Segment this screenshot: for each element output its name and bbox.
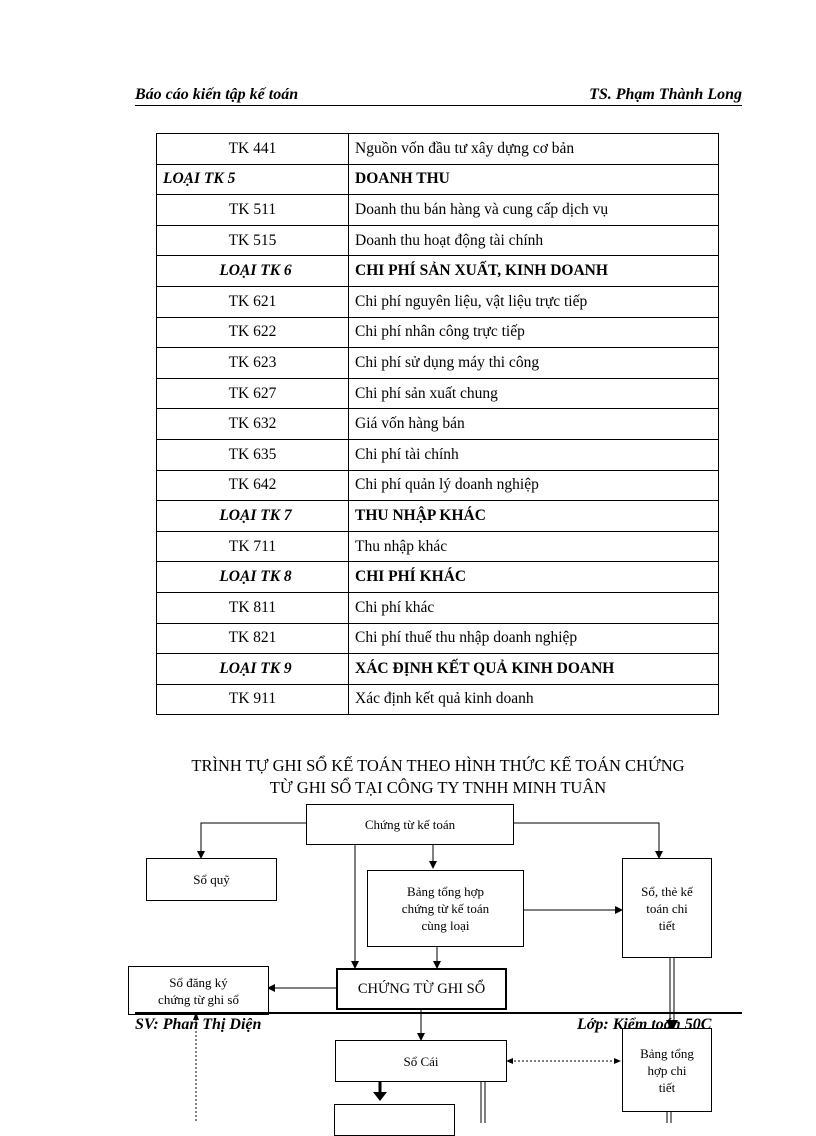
so-quy-box — [146, 858, 277, 901]
footer-divider — [135, 1012, 742, 1014]
account-code-text: LOẠI TK 7 — [219, 506, 292, 524]
account-code-text: LOẠI TK 5 — [163, 170, 236, 188]
account-name: Chi phí sản xuất chung — [349, 378, 719, 409]
partial-bottom-box — [334, 1104, 455, 1136]
so-the-line2: toán chi — [646, 900, 688, 916]
so-quy-label: Sổ quỹ — [193, 872, 230, 887]
account-code-text: TK 623 — [228, 353, 277, 371]
account-name: XÁC ĐỊNH KẾT QUẢ KINH DOANH — [349, 654, 719, 685]
chung-tu-ghi-so-label: CHỨNG TỪ GHI SỔ — [357, 980, 486, 997]
footer-left: SV: Phan Thị Diện — [135, 1016, 262, 1033]
flow-title-line2: TỪ GHI SỔ TẠI CÔNG TY TNHH MINH TUÂN — [269, 778, 607, 797]
account-code-text: TK 711 — [228, 537, 277, 555]
header-left: Báo cáo kiến tập kế toán — [135, 86, 299, 103]
account-name: THU NHẬP KHÁC — [349, 501, 719, 532]
account-name: Xác định kết quả kinh doanh — [349, 684, 719, 715]
chung-tu-ke-toan-box — [306, 804, 514, 845]
account-name: DOANH THU — [349, 164, 719, 195]
bth-chi-tiet-line3: tiết — [658, 1079, 676, 1095]
account-name: Giá vốn hàng bán — [349, 409, 719, 440]
header-right: TS. Phạm Thành Long — [589, 86, 742, 103]
so-the-line3: tiết — [658, 917, 676, 933]
account-code-text: TK 511 — [228, 200, 277, 218]
account-name: Doanh thu bán hàng và cung cấp dịch vụ — [349, 195, 719, 226]
account-code-text: TK 515 — [228, 231, 277, 249]
account-code-text: TK 811 — [228, 598, 277, 616]
so-the-line1: Sổ, thẻ kế — [641, 883, 693, 899]
account-code-text: TK 622 — [228, 323, 277, 341]
arrow-to-so-quy — [201, 823, 306, 858]
bang-tong-hop-box — [367, 870, 524, 947]
bth-chi-tiet-line1: Bảng tổng — [640, 1045, 694, 1061]
account-name: Chi phí quản lý doanh nghiệp — [349, 470, 719, 501]
account-code-text: TK 642 — [228, 476, 277, 494]
arrow-to-so-the — [513, 823, 659, 858]
so-dang-ky-line1: Sổ đăng ký — [169, 974, 228, 990]
flow-title-line1: TRÌNH TỰ GHI SỔ KẾ TOÁN THEO HÌNH THỨC KẾ TOÁN CHỨNG — [191, 756, 685, 775]
so-cai-label: Sổ Cái — [403, 1053, 439, 1069]
account-name: Chi phí nhân công trực tiếp — [349, 317, 719, 348]
so-the-ke-toan-box — [622, 858, 712, 958]
chung-tu-ke-toan-label: Chứng từ kế toán — [364, 817, 456, 832]
account-code-text: TK 635 — [228, 445, 277, 463]
so-cai-box — [335, 1040, 507, 1082]
bth-chi-tiet-line2: hợp chi — [647, 1062, 687, 1078]
account-code-text: LOẠI TK 8 — [219, 568, 292, 586]
chung-tu-ghi-so-box — [336, 968, 507, 1010]
so-dang-ky-line2: chứng từ ghi sổ — [158, 991, 239, 1007]
account-code-text: LOẠI TK 9 — [219, 659, 292, 677]
account-name: CHI PHÍ KHÁC — [349, 562, 719, 593]
account-name: Doanh thu hoạt động tài chính — [349, 225, 719, 256]
account-name: Chi phí thuế thu nhập doanh nghiệp — [349, 623, 719, 654]
account-name: Chi phí tài chính — [349, 439, 719, 470]
account-code-text: TK 627 — [228, 384, 277, 402]
bang-tong-hop-line3: cùng loại — [421, 918, 470, 933]
bang-tong-hop-line1: Bảng tổng hợp — [407, 884, 484, 899]
bang-tong-hop-line2: chứng từ kế toán — [401, 901, 490, 916]
account-code-text: TK 821 — [228, 629, 277, 647]
account-code-text: TK 911 — [228, 690, 277, 708]
footer-right: Lớp: Kiểm toán 50C — [577, 1016, 712, 1033]
account-code-text: TK 621 — [228, 292, 277, 310]
bang-tong-hop-chi-tiet-box — [622, 1028, 712, 1112]
so-dang-ky-box — [128, 966, 269, 1015]
account-name: Chi phí nguyên liệu, vật liệu trực tiếp — [349, 286, 719, 317]
account-name: Nguồn vốn đầu tư xây dựng cơ bản — [349, 134, 719, 165]
account-code-text: LOẠI TK 6 — [219, 262, 292, 280]
account-code-text: TK 441 — [228, 139, 277, 157]
account-code-text: TK 632 — [228, 415, 277, 433]
account-name: CHI PHÍ SẢN XUẤT, KINH DOANH — [349, 256, 719, 287]
account-name: Chi phí khác — [349, 592, 719, 623]
account-name: Chi phí sử dụng máy thi công — [349, 348, 719, 379]
account-name: Thu nhập khác — [349, 531, 719, 562]
